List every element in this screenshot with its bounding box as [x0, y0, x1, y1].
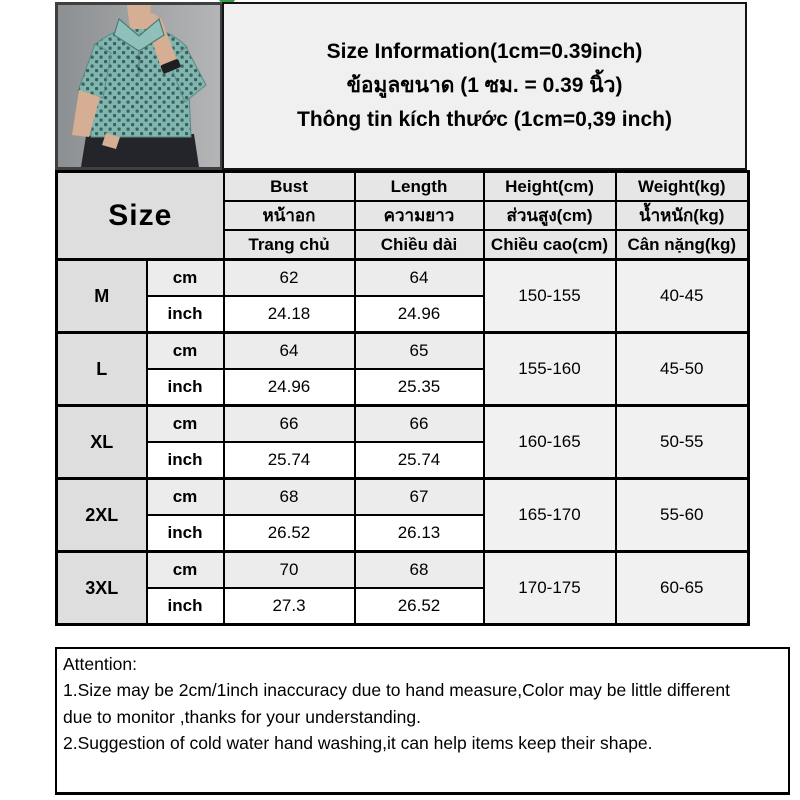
size-cell: XL [57, 406, 147, 479]
unit-cell: cm [147, 479, 224, 516]
value-cell: 68 [355, 552, 484, 589]
product-photo [55, 2, 223, 170]
value-cell: 67 [355, 479, 484, 516]
size-cell: 3XL [57, 552, 147, 625]
value-cell: 64 [355, 260, 484, 297]
title-english: Size Information(1cm=0.39inch) [326, 40, 643, 63]
title-vietnamese: Thông tin kích thước (1cm=0,39 inch) [297, 108, 672, 131]
title-thai: ข้อมูลขนาด (1 ซม. = 0.39 นิ้ว) [346, 74, 623, 97]
attention-line: 1.Size may be 2cm/1inch inaccuracy due to hand measure,Color may be little different [63, 680, 730, 701]
attention-line: 2.Suggestion of cold water hand washing,it can help items keep their shape. [63, 732, 653, 753]
table-row [57, 552, 749, 589]
value-cell: 26.52 [355, 588, 484, 625]
value-cell: 64 [224, 333, 355, 370]
attention-heading: Attention: [63, 654, 137, 674]
title-block [222, 2, 747, 170]
height-range-cell: 155-160 [484, 333, 616, 406]
size-cell: M [57, 260, 147, 333]
value-cell: 62 [224, 260, 355, 297]
size-table-body [57, 260, 749, 625]
height-range-cell: 150-155 [484, 260, 616, 333]
unit-cell: cm [147, 260, 224, 297]
unit-cell: inch [147, 588, 224, 625]
unit-cell: inch [147, 369, 224, 406]
column-header-height: Height(cm) [484, 172, 616, 202]
column-header-bust: Bust [224, 172, 355, 202]
column-header-weight-th: น้ำหนัก(kg) [616, 201, 749, 230]
height-range-cell: 170-175 [484, 552, 616, 625]
size-table [55, 170, 750, 626]
column-header-bust-th: หน้าอก [224, 201, 355, 230]
unit-cell: inch [147, 296, 224, 333]
column-header-height-vi: Chiều cao(cm) [484, 230, 616, 260]
table-row [57, 260, 749, 297]
height-range-cell: 160-165 [484, 406, 616, 479]
weight-range-cell: 50-55 [616, 406, 749, 479]
value-cell: 24.18 [224, 296, 355, 333]
size-cell: 2XL [57, 479, 147, 552]
unit-cell: inch [147, 515, 224, 552]
value-cell: 70 [224, 552, 355, 589]
value-cell: 66 [355, 406, 484, 443]
column-header-height-th: ส่วนสูง(cm) [484, 201, 616, 230]
column-header-weight-vi: Cân nặng(kg) [616, 230, 749, 260]
height-range-cell: 165-170 [484, 479, 616, 552]
header-row-english [57, 172, 749, 202]
attention-line: due to monitor ,thanks for your understanding. [63, 706, 421, 727]
value-cell: 24.96 [224, 369, 355, 406]
column-header-length-vi: Chiều dài [355, 230, 484, 260]
value-cell: 24.96 [355, 296, 484, 333]
attention-box [55, 647, 790, 795]
table-row [57, 479, 749, 516]
size-cell: L [57, 333, 147, 406]
value-cell: 27.3 [224, 588, 355, 625]
value-cell: 66 [224, 406, 355, 443]
unit-cell: cm [147, 333, 224, 370]
column-header-length-th: ความยาว [355, 201, 484, 230]
size-header-cell: Size [57, 172, 224, 260]
value-cell: 26.52 [224, 515, 355, 552]
weight-range-cell: 60-65 [616, 552, 749, 625]
size-table-header [57, 172, 749, 260]
value-cell: 25.35 [355, 369, 484, 406]
weight-range-cell: 40-45 [616, 260, 749, 333]
weight-range-cell: 55-60 [616, 479, 749, 552]
column-header-bust-vi: Trang chủ [224, 230, 355, 260]
value-cell: 26.13 [355, 515, 484, 552]
value-cell: 25.74 [355, 442, 484, 479]
value-cell: 68 [224, 479, 355, 516]
unit-cell: cm [147, 406, 224, 443]
column-header-length: Length [355, 172, 484, 202]
model-in-polo-illustration [58, 5, 220, 167]
table-row [57, 333, 749, 370]
unit-cell: inch [147, 442, 224, 479]
value-cell: 65 [355, 333, 484, 370]
table-row [57, 406, 749, 443]
weight-range-cell: 45-50 [616, 333, 749, 406]
unit-cell: cm [147, 552, 224, 589]
value-cell: 25.74 [224, 442, 355, 479]
column-header-weight: Weight(kg) [616, 172, 749, 202]
